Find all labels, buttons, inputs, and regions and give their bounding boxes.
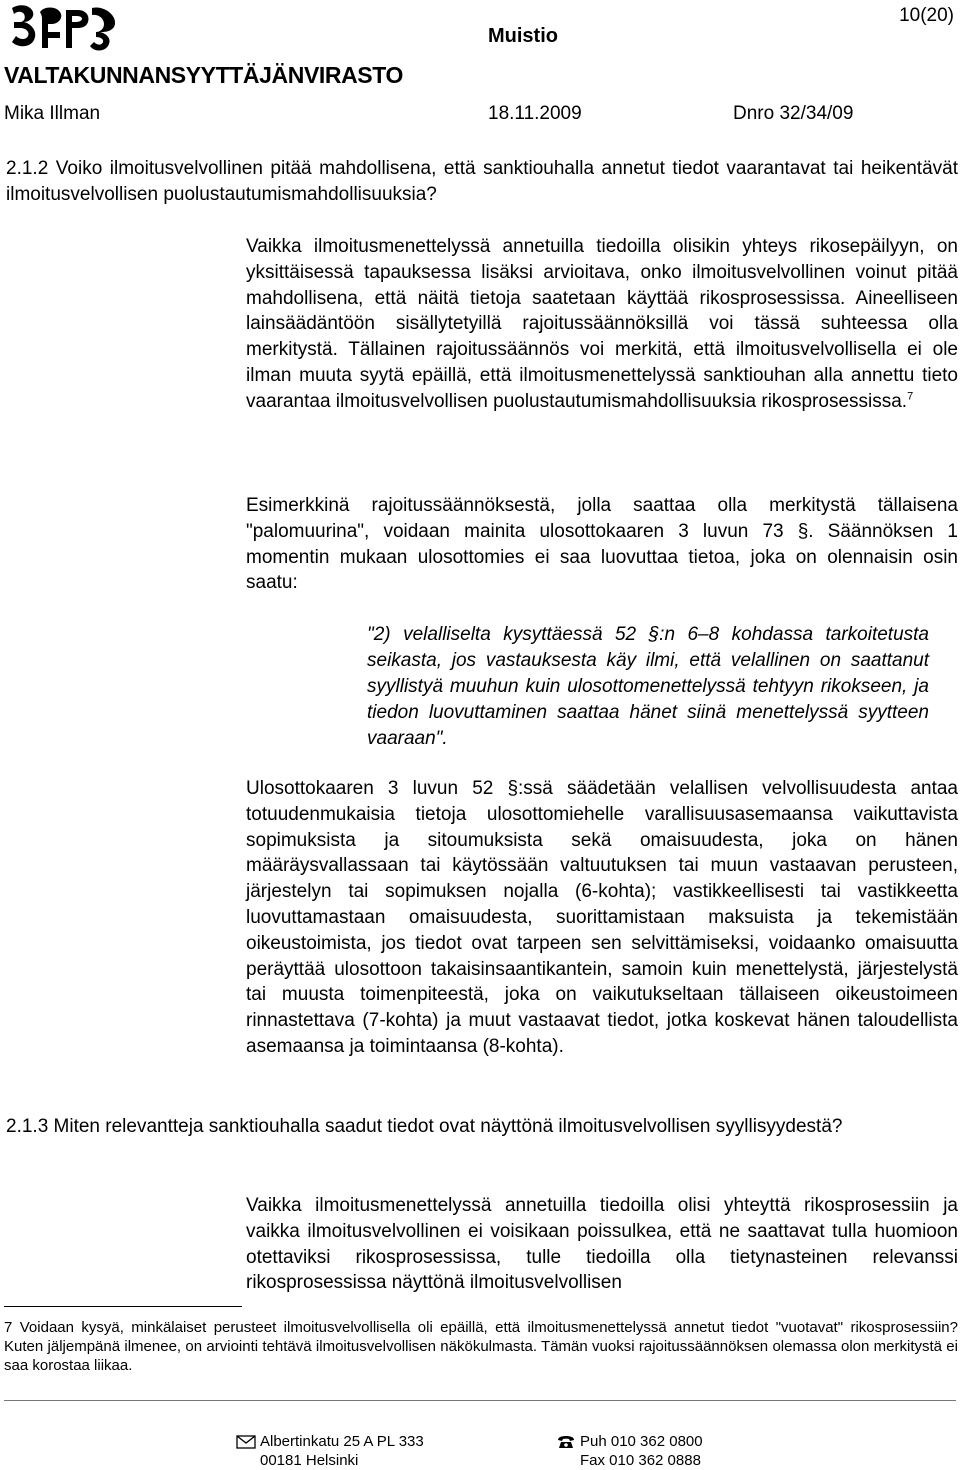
footer-address: [236, 1432, 424, 1470]
author-name: Mika Illman: [4, 103, 101, 124]
fax-line: [556, 1451, 703, 1470]
fax-number: Fax 010 362 0888: [580, 1452, 701, 1469]
section-heading-2-1-3: [6, 1114, 958, 1140]
footer-contact: [556, 1432, 703, 1470]
envelope-icon: [236, 1435, 256, 1449]
footnote-text: 7 Voidaan kysyä, minkälaiset perusteet ilmoitusvelvollisella oli epäillä, että ilmoitusmenettelyssä annetut tiedot "vuotavat" rikosprosessiin? Kuten jäljempänä ilmenee, on arviointi tehtävä ilmoitusvelvollisen näkökulmasta. Tämän vuoksi rajoitussäännöksen olemassa olon merkitystä ei saa korostaa liikaa.: [4, 1319, 958, 1374]
document-type: Muistio: [488, 25, 558, 47]
paragraph-text: Vaikka ilmoitusmenettelyssä annetuilla tiedoilla olisi yhteyttä rikosprosessiin ja vaikka ilmoitusvelvollinen ei voisikaan poissulkea, että ne saattavat tulla huomioon otettaviksi rikosprosessissa, tulle tiedoilla olla tietynasteinen relevanssi rikosprosessissa näyttönä ilmoitusvelvollisen: [246, 1195, 958, 1294]
paragraph-4: [246, 1193, 958, 1296]
paragraph-3: [246, 776, 958, 1060]
paragraph-body: Vaikka ilmoitusmenettelyssä annetuilla tiedoilla olisikin yhteys rikosepäilyyn, on yksittäisessä tapauksessa lisäksi arvioitava, onko ilmoitusvelvollinen voinut pitää mahdollisena, että näitä tietoja saatetaan käyttää rikosprosessissa. Aineelliseen lainsäädäntöön sisällytetyillä rajoitussäännöksillä voi tässä suhteessa olla merkitystä. Tällainen rajoitussäännös voi merkitä, että ilmoitusvelvollisella ei ole ilman muuta syytä epäillä, että ilmoitusmenettelyssä sanktiouhan alla annettu tieto vaarantaa ilmoitusvelvollisen puolustautumismahdollisuuksia rikosprosessissa.: [246, 236, 958, 412]
phone-number: Puh 010 362 0800: [580, 1433, 703, 1450]
paragraph-text: Esimerkkinä rajoitussäännöksestä, jolla saattaa olla merkitystä tällaisena "palomuurina", voidaan mainita ulosottokaaren 3 luvun 73 §. Säännöksen 1 momentin mukaan ulosottomies ei saa luovuttaa tietoa, joka on olennaisin osin saatu:: [246, 495, 958, 594]
page-number: 10(20): [899, 5, 954, 26]
footer-separator: [4, 1400, 956, 1401]
section-heading-2-1-2: [6, 156, 958, 208]
address-line: [236, 1432, 424, 1451]
paragraph-text: [246, 234, 958, 415]
footnote-7: [4, 1318, 958, 1375]
postal-line: [236, 1451, 424, 1470]
paragraph-1: [246, 234, 958, 415]
footnote-separator: [4, 1306, 242, 1307]
section-heading-text: 2.1.2 Voiko ilmoitusvelvollinen pitää mahdollisena, että sanktiouhalla annetut tiedot vaarantavat tai heikentävät ilmoitusvelvollisen puolustautumismahdollisuuksia?: [6, 158, 958, 205]
section-heading-text: 2.1.3 Miten relevantteja sanktiouhalla saadut tiedot ovat näyttönä ilmoitusvelvollisen syyllisyydestä?: [6, 1116, 843, 1137]
agency-logo: [4, 2, 403, 92]
phone-line: [556, 1432, 703, 1451]
postal-address: 00181 Helsinki: [260, 1452, 359, 1469]
document-date: 18.11.2009: [488, 103, 582, 124]
paragraph-text: Ulosottokaaren 3 luvun 52 §:ssä säädetään velallisen velvollisuudesta antaa totuudenmukaisia tietoja ulosottomiehelle varallisuusasemaansa vaikuttavista sopimuksista ja sitoumuksista sekä omaisuudesta, joka on hänen määräysvallassaan tai käytössään valtuutuksen tai muun vastaavan perusteen, järjestelyn tai sopimuksen nojalla (6-kohta); vastikkeellisesti tai vastikkeetta luovuttamastaan omaisuudesta, suorittamistaan maksuista ja tekemistään oikeustoimista, jos tiedot ovat tarpeen sen selvittämiseksi, voidaanko omaisuutta peräyttää ulosottoon takaisinsaantikantein, samoin kuin menettelystä, järjestelystä tai muusta toimenpiteestä, joka on vaikutukseltaan tällaiseen oikeustoimeen rinnastettava (7-kohta) ja muut vastaavat tiedot, jotka koskevat hänen taloudellista asemaansa ja toimintaansa (8-kohta).: [246, 778, 958, 1057]
paragraph-2: [246, 493, 958, 596]
agency-name: VALTAKUNNANSYYTTÄJÄNVIRASTO: [4, 62, 403, 88]
street-address: Albertinkatu 25 A PL 333: [260, 1433, 424, 1450]
telephone-icon: [556, 1435, 576, 1449]
document-number: Dnro 32/34/09: [733, 103, 854, 124]
footnote-reference: 7: [907, 390, 914, 403]
statute-quote: [367, 622, 929, 752]
lion-emblem-icon: [4, 2, 124, 60]
quote-text: "2) velalliselta kysyttäessä 52 §:n 6–8 kohdassa tarkoitetusta seikasta, jos vastauksesta käy ilmi, että velallinen on saattanut syyllistyä muuhun kuin ulosottomenettelyssä tehtyyn rikokseen, ja tiedon luovuttaminen saattaa hänet siinä menettelyssä syytteen vaaraan".: [367, 624, 929, 749]
